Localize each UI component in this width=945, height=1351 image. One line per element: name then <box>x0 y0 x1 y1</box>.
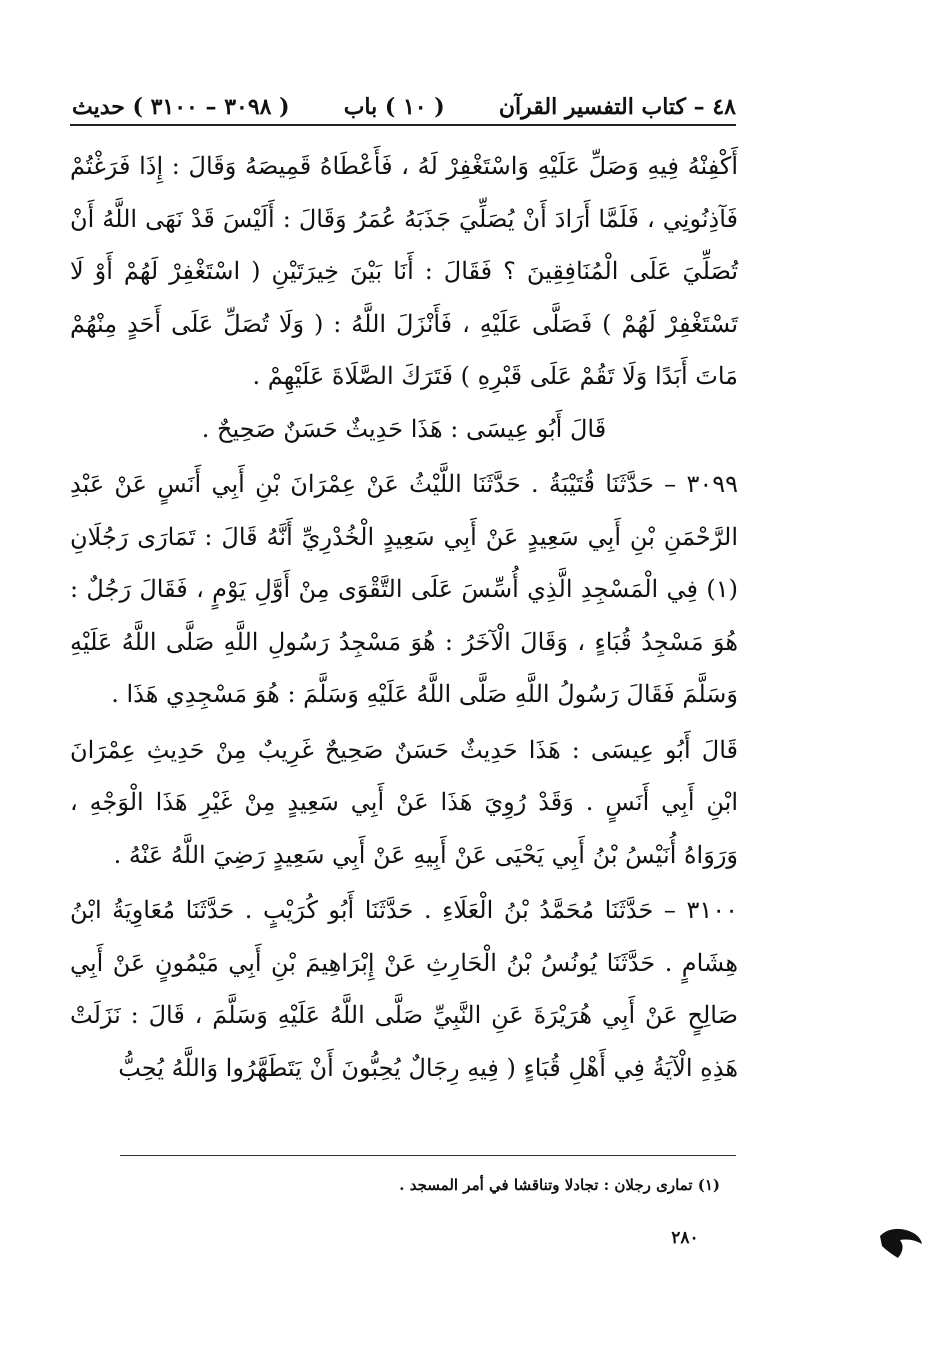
paragraph-4: قَالَ أَبُو عِيسَى : هَذَا حَدِيثٌ حَسَنٌ صَحِيحٌ غَرِيبٌ مِنْ حَدِيثِ عِمْرَانَ ابْنِ أَبِي أَنَسٍ . وَقَدْ رُوِيَ هَذَا عَنْ أَبِي سَعِيدٍ مِنْ غَيْرِ هَذَا الْوَجْهِ ، وَرَوَاهُ أُنَيْسُ بْنُ أَبِي يَحْيَى عَنْ أَبِيهِ عَنْ أَبِي سَعِيدٍ رَضِيَ اللَّهُ عَنْهُ . <box>70 735 738 869</box>
paragraph-1: أَكْفِنْهُ فِيهِ وَصَلِّ عَلَيْهِ وَاسْتَغْفِرْ لَهُ ، فَأَعْطَاهُ قَمِيصَهُ وَقَالَ : إِذَا فَرَغْتُمْ فَآذِنُونِي ، فَلَمَّا أَرَادَ أَنْ يُصَلِّيَ جَذَبَهُ عُمَرُ وَقَالَ : أَلَيْسَ قَدْ نَهَى اللَّهُ أَنْ تُصَلِّيَ عَلَى الْمُنَافِقِينَ ؟ فَقَالَ : أَنَا بَيْنَ خِيرَتَيْنِ ( اسْتَغْفِرْ لَهُمْ أَوْ لَا تَسْتَغْفِرْ لَهُمْ ) فَصَلَّى عَلَيْهِ ، فَأَنْزَلَ اللَّهُ : ( وَلَا تُصَلِّ عَلَى أَحَدٍ مِنْهُمْ مَاتَ أَبَدًا وَلَا تَقُمْ عَلَى قَبْرِهِ ) فَتَرَكَ الصَّلَاةَ عَلَيْهِمْ . <box>70 152 738 390</box>
chapter-label: ( ١٠ ) باب <box>343 94 445 120</box>
footnote-rule <box>120 1155 736 1156</box>
page-header <box>72 80 736 120</box>
hadith-range: ( ٣٠٩٨ – ٣١٠٠ ) حديث <box>72 94 290 120</box>
page-stamp: ٢٨٠ <box>671 1228 699 1248</box>
margin-mark <box>876 1222 926 1262</box>
main-text <box>70 140 738 1094</box>
footnote: (١) تمارى رجلان : تجادلا وتناقشا في أمر المسجد . <box>399 1176 720 1194</box>
paragraph-2: قَالَ أَبُو عِيسَى : هَذَا حَدِيثٌ حَسَنٌ صَحِيحٌ . <box>201 414 607 443</box>
header-rule <box>70 124 736 126</box>
hadith-3099: ٣٠٩٩ – حَدَّثَنَا قُتَيْبَةُ . حَدَّثَنَا اللَّيْثُ عَنْ عِمْرَانَ بْنِ أَبِي أَنَسٍ عَنْ عَبْدِ الرَّحْمَنِ بْنِ أَبِي سَعِيدٍ عَنْ أَبِي سَعِيدٍ الْخُدْرِيِّ أَنَّهُ قَالَ : تَمَارَى رَجُلَانِ (١) فِي الْمَسْجِدِ الَّذِي أُسِّسَ عَلَى التَّقْوَى مِنْ أَوَّلِ يَوْمٍ ، فَقَالَ رَجُلٌ : هُوَ مَسْجِدُ قُبَاءٍ ، وَقَالَ الْآخَرُ : هُوَ مَسْجِدُ رَسُولِ اللَّهِ صَلَّى اللَّهُ عَلَيْهِ وَسَلَّمَ فَقَالَ رَسُولُ اللَّهِ صَلَّى اللَّهُ عَلَيْهِ وَسَلَّمَ : هُوَ مَسْجِدِي هَذَا . <box>70 470 738 708</box>
book-title: ٤٨ – كتاب التفسير القرآن <box>498 94 736 120</box>
hadith-3100: ٣١٠٠ – حَدَّثَنَا مُحَمَّدُ بْنُ الْعَلَاءِ . حَدَّثَنَا أَبُو كُرَيْبٍ . حَدَّثَنَا مُعَاوِيَةُ ابْنُ هِشَامٍ . حَدَّثَنَا يُونُسُ بْنُ الْحَارِثِ عَنْ إِبْرَاهِيمَ بْنِ أَبِي مَيْمُونٍ عَنْ أَبِي صَالِحٍ عَنْ أَبِي هُرَيْرَةَ عَنِ النَّبِيِّ صَلَّى اللَّهُ عَلَيْهِ وَسَلَّمَ ، قَالَ : نَزَلَتْ هَذِهِ الْآيَةُ فِي أَهْلِ قُبَاءٍ ( فِيهِ رِجَالٌ يُحِبُّونَ أَنْ يَتَطَهَّرُوا وَاللَّهُ يُحِبُّ <box>70 896 738 1082</box>
